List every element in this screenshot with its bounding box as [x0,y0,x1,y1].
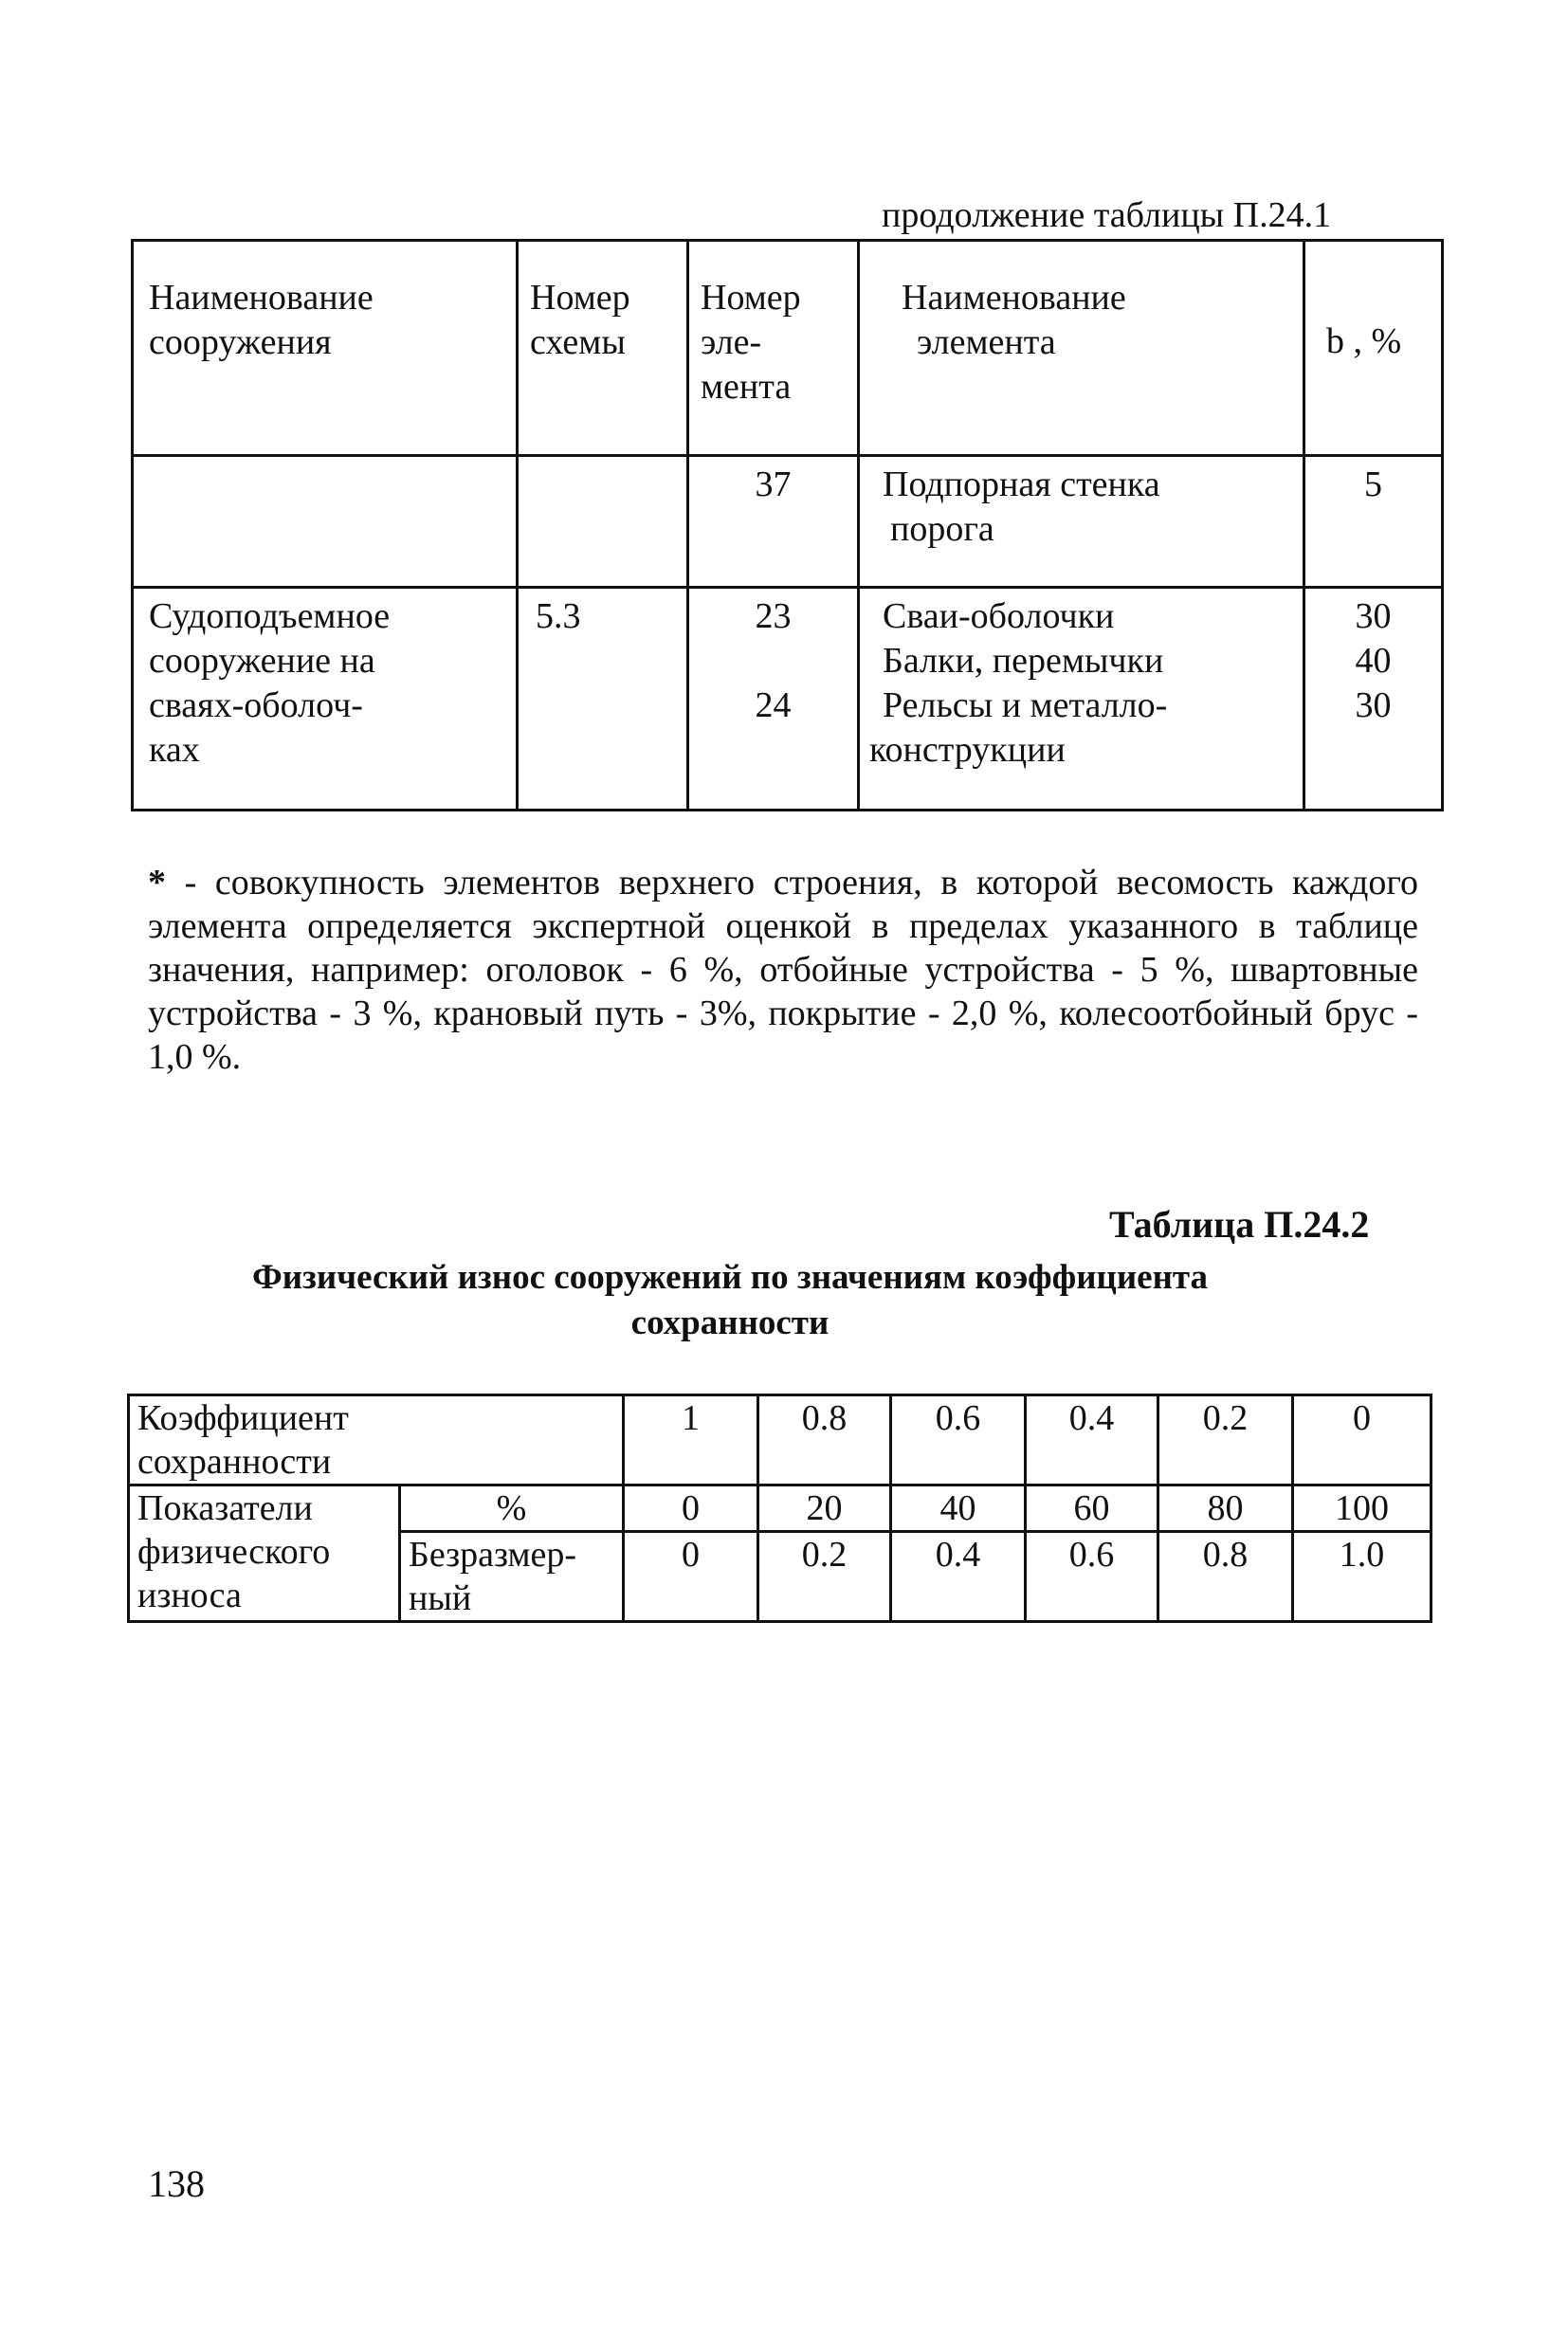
coefficient-value: 0.2 [1158,1395,1293,1485]
indicator-label: Показатели физического износа [129,1485,400,1622]
table-p24-2 [127,1394,1432,1623]
header-scheme-number: Номер схемы [518,241,688,456]
cell-structure-name [133,456,518,588]
cell-b-percent: 30 40 30 [1304,588,1443,811]
coefficient-label: Коэффициент сохранности [129,1395,624,1485]
dimensionless-value: 0.2 [758,1532,891,1622]
percent-value: 40 [891,1485,1026,1532]
table-continuation-label: продолжение таблицы П.24.1 [882,195,1332,235]
dimensionless-value: 0.4 [891,1532,1026,1622]
footnote-text: - совокупность элементов верхнего строения, в которой весомость каждого элемента определяется экспертной оценкой в пределах указанного в таблице значения, например: оголовок - 6 %, отбойные устройства - 5 %, швартовные устройства - 3 %, крановый путь - 3%, покрытие - 2,0 %, колесоотбойный брус - 1,0 %. [148,863,1418,1077]
cell-structure-name: Судоподъемное сооружение на сваях-оболоч- ках [133,588,518,811]
table-p24-1-continuation [131,239,1444,811]
coefficient-value: 1 [624,1395,758,1485]
header-element-name: Наименование элемента [859,241,1304,456]
page-number: 138 [148,2162,205,2205]
table-header-row [133,241,1443,456]
table-caption: Таблица П.24.2 [1109,1203,1370,1246]
dimensionless-value: 0.8 [1158,1532,1293,1622]
coefficient-value: 0.6 [891,1395,1026,1485]
table-row [133,588,1443,811]
cell-element-name: Сваи-оболочки Балки, перемычки Рельсы и металло- конструкции [859,588,1304,811]
cell-b-percent: 5 [1304,456,1443,588]
coefficient-value: 0.4 [1026,1395,1158,1485]
percent-label: % [400,1485,624,1532]
cell-element-number: 23 24 [688,588,859,811]
dimensionless-value: 0.6 [1026,1532,1158,1622]
percent-value: 0 [624,1485,758,1532]
cell-element-number: 37 [688,456,859,588]
coefficient-value: 0.8 [758,1395,891,1485]
footnote-marker: * [148,863,166,902]
percent-value: 100 [1293,1485,1431,1532]
dimensionless-value: 0 [624,1532,758,1622]
cell-scheme-number [518,456,688,588]
table-title: Физический износ сооружений по значениям коэффициента сохранности [251,1258,1209,1342]
table-row [133,456,1443,588]
percent-value: 80 [1158,1485,1293,1532]
header-structure-name: Наименование сооружения [133,241,518,456]
percent-value: 20 [758,1485,891,1532]
cell-scheme-number: 5.3 [518,588,688,811]
header-element-number: Номер эле- мента [688,241,859,456]
cell-element-name: Подпорная стенка порога [859,456,1304,588]
dimensionless-value: 1.0 [1293,1532,1431,1622]
footnote [148,861,1418,1079]
coefficient-value: 0 [1293,1395,1431,1485]
table-row-coefficient [129,1395,1431,1485]
table-row-percent [129,1485,1431,1532]
dimensionless-label: Безразмер- ный [400,1532,624,1622]
percent-value: 60 [1026,1485,1158,1532]
header-b-percent: b , % [1304,241,1443,456]
